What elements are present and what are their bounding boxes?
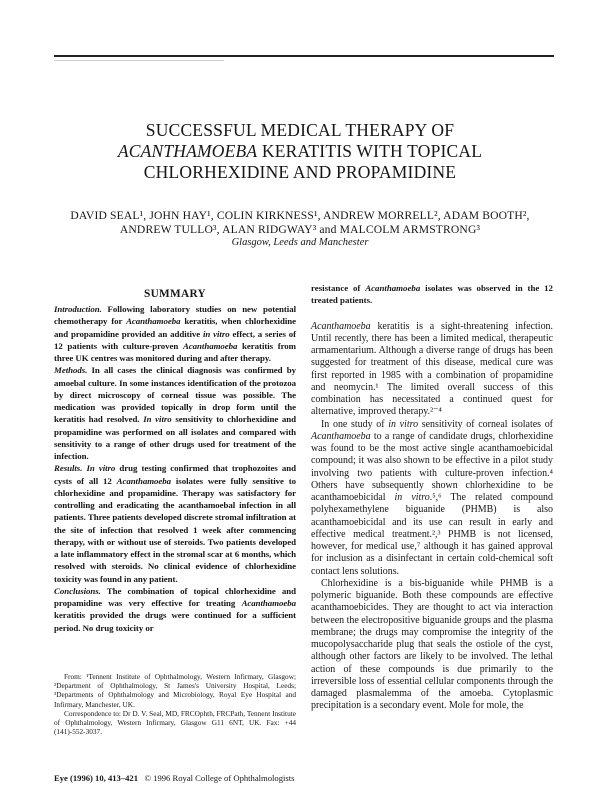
title-line-3: CHLORHEXIDINE AND PROPAMIDINE: [143, 162, 457, 182]
methods-text-b: In vitro: [143, 414, 172, 425]
p2-text-c: sensitivity of corneal isolates of: [418, 418, 553, 430]
summary-heading: SUMMARY: [144, 288, 206, 300]
summary-methods: [54, 364, 296, 462]
author-places: Glasgow, Leeds and Manchester: [231, 237, 369, 248]
intro-text-b: Acanthamoeba: [126, 316, 181, 327]
affiliation-footnote: [54, 672, 296, 736]
results-text-d: Acanthamoeba: [116, 475, 172, 486]
copyright-notice: © 1996 Royal College of Ophthalmologists: [144, 773, 295, 783]
conclusions-text-c: keratitis provided the drugs were continued for a sufficient period. No drug toxicity or: [54, 610, 296, 633]
conclusions-text-a: The combination of topical chlorhexidine and propamidine was very effective for treating: [54, 585, 296, 608]
resist-text-a: resistance of: [311, 283, 366, 293]
title-line-1: SUCCESSFUL MEDICAL THERAPY OF: [145, 120, 455, 140]
title-line-2-rest: KERATITIS WITH TOPICAL: [257, 141, 483, 161]
summary-results: [54, 462, 296, 585]
conclusions-lead: Conclusions.: [54, 585, 101, 596]
resist-text-b: Acanthamoeba: [365, 283, 421, 293]
intro-text-g: keratitis from three UK centres was monitored during and after therapy.: [54, 340, 296, 363]
summary-conclusions: [54, 585, 296, 634]
header-faint-rule: [54, 60, 224, 61]
summary-continuation: [311, 282, 553, 307]
header-rule: [54, 55, 554, 57]
page-footer: [54, 773, 454, 783]
intro-text-c: keratitis, when chlorhexidine and propamidine provided an additive: [54, 316, 296, 339]
body-paragraph-2: [311, 419, 553, 578]
p2-text-g: .⁵,⁶ The related compound polyhexamethylene biguanide (PHMB) is also acanthamoebicidal and its use can result in early and effective medical treatment.²,³ PHMB is not licensed, however, for medical use,⁷ although it has gained approval for inclusion as a disinfectant in certain cold-chemical soft contact lens solutions.: [311, 492, 553, 577]
summary-introduction: [54, 303, 296, 364]
p1-text-a: Acanthamoeba: [311, 320, 371, 332]
results-text-e: isolates were fully sensitive to chlorhexidine and propamidine. Therapy was satisfactory for controlling and eradicating the acanthamoebal infection in all patients. Three patients developed discrete stromal infiltration at the site of infection that resolved 1 week after commencing therapy, with or without use of steroids. Two patients developed a late inflammatory effect in the stromal scar at 6 months, which resolved with steroids. No clinical evidence of chlorhexidine toxicity was found in any patient.: [54, 475, 296, 584]
body-paragraph-1: [311, 321, 553, 419]
author-list: [30, 209, 570, 237]
intro-lead: Introduction.: [54, 304, 102, 314]
p2-text-f: in vitro: [394, 492, 430, 503]
journal-citation: Eye (1996) 10, 413–421: [54, 773, 139, 783]
intro-text-e: effect, a series of 12 patients with culture-proven: [54, 328, 296, 351]
title-line-2: [40, 141, 560, 162]
intro-text-f: Acanthamoeba: [182, 340, 238, 351]
p2-text-a: In one study of: [321, 418, 389, 430]
left-column: [54, 282, 296, 634]
body-paragraph-3: Chlorhexidine is a bis-biguanide while PHMB is a polymeric biguanide. Both these compounds are effective acanthamoebicides. They are thought to act via interaction between the electropositive biguanide groups and the plasma membrane; the drugs may compromise the integrity of the mucopolysaccharide plug that seals the ostiole of the cyst, although other factors are likely to be involved. The lethal action of these compounds is due primarily to the irreversible loss of essential cellular components through the damaged plasmalemma of the amoeba. Cytoplasmic precipitation is a secondary event. Mole for mole, the: [311, 577, 554, 712]
p1-text-b: keratitis is a sight-threatening infection. Until recently, there has been a limited medical, therapeutic armamentarium. Although a diverse range of drugs has been suggested for treatment of this disease, medical cure was first reported in 1985 with a combination of propamidine and neomycin.¹ The limited overall success of this combination has necessitated a continued quest for alternative, improved therapy.²⁻⁴: [311, 320, 553, 418]
methods-lead: Methods.: [54, 365, 88, 376]
results-text-b: In vitro: [86, 463, 116, 474]
intro-text-a: Following laboratory studies on new potential chemotherapy for: [54, 304, 296, 327]
conclusions-text-b: Acanthamoeba: [241, 598, 296, 608]
right-column: [311, 282, 553, 713]
p2-text-e: to a range of candidate drugs, chlorhexidine was found to be the most active single acanthamoebicidal compound; it was also shown to be effective in a pilot study involving two patients with culture-proven infection.⁴ Others have subsequently shown chlorhexidine to be acanthamoebicidal: [311, 430, 553, 503]
intro-text-d: in vitro: [203, 328, 230, 339]
footnote-correspondence: Correspondence to: Dr D. V. Seal, MD, FRCOphth, FRCPath, Tennent Institute of Ophthalmology, Western Infirmary, Glasgow G11 6NT, UK. Fax: +44 (141)-552-3037.: [54, 708, 296, 737]
summary-body: [54, 303, 296, 634]
p2-text-d: Acanthamoeba: [311, 430, 371, 442]
article-title: [40, 120, 560, 183]
results-lead: Results.: [54, 463, 83, 474]
author-line-1: DAVID SEAL¹, JOHN HAY¹, COLIN KIRKNESS¹, ANDREW MORRELL², ADAM BOOTH²,: [70, 209, 530, 222]
p2-text-b: in vitro: [388, 418, 419, 430]
methods-text-c: sensitivity to chlorhexidine and propamidine was performed on all isolates and compared with sensitivity to a range of other drugs used for treatment of the infection.: [54, 414, 296, 461]
methods-text-a: In all cases the clinical diagnosis was confirmed by amoebal culture. In some instances identification of the protozoa by direct microscopy of corneal tissue was possible. The medication was provided topically in drop form until the keratitis had resolved.: [54, 365, 296, 425]
footnote-from: From: ¹Tennent Institute of Ophthalmology, Western Infirmary, Glasgow; ²Department of Ophthalmology, St James's University Hospital, Leeds; ³Departments of Ophthalmology and Microbiology, Royal Eye Hospital and Infirmary, Manchester, UK.: [54, 672, 296, 709]
author-line-2: ANDREW TULLO³, ALAN RIDGWAY³ and MALCOLM ARMSTRONG³: [119, 223, 481, 236]
title-italic-genus: ACANTHAMOEBA: [117, 141, 258, 161]
results-text-c: drug testing confirmed that trophozoites and cysts of all 12: [54, 463, 297, 486]
resist-text-c: isolates was observed in the 12 treated patients.: [311, 283, 553, 306]
